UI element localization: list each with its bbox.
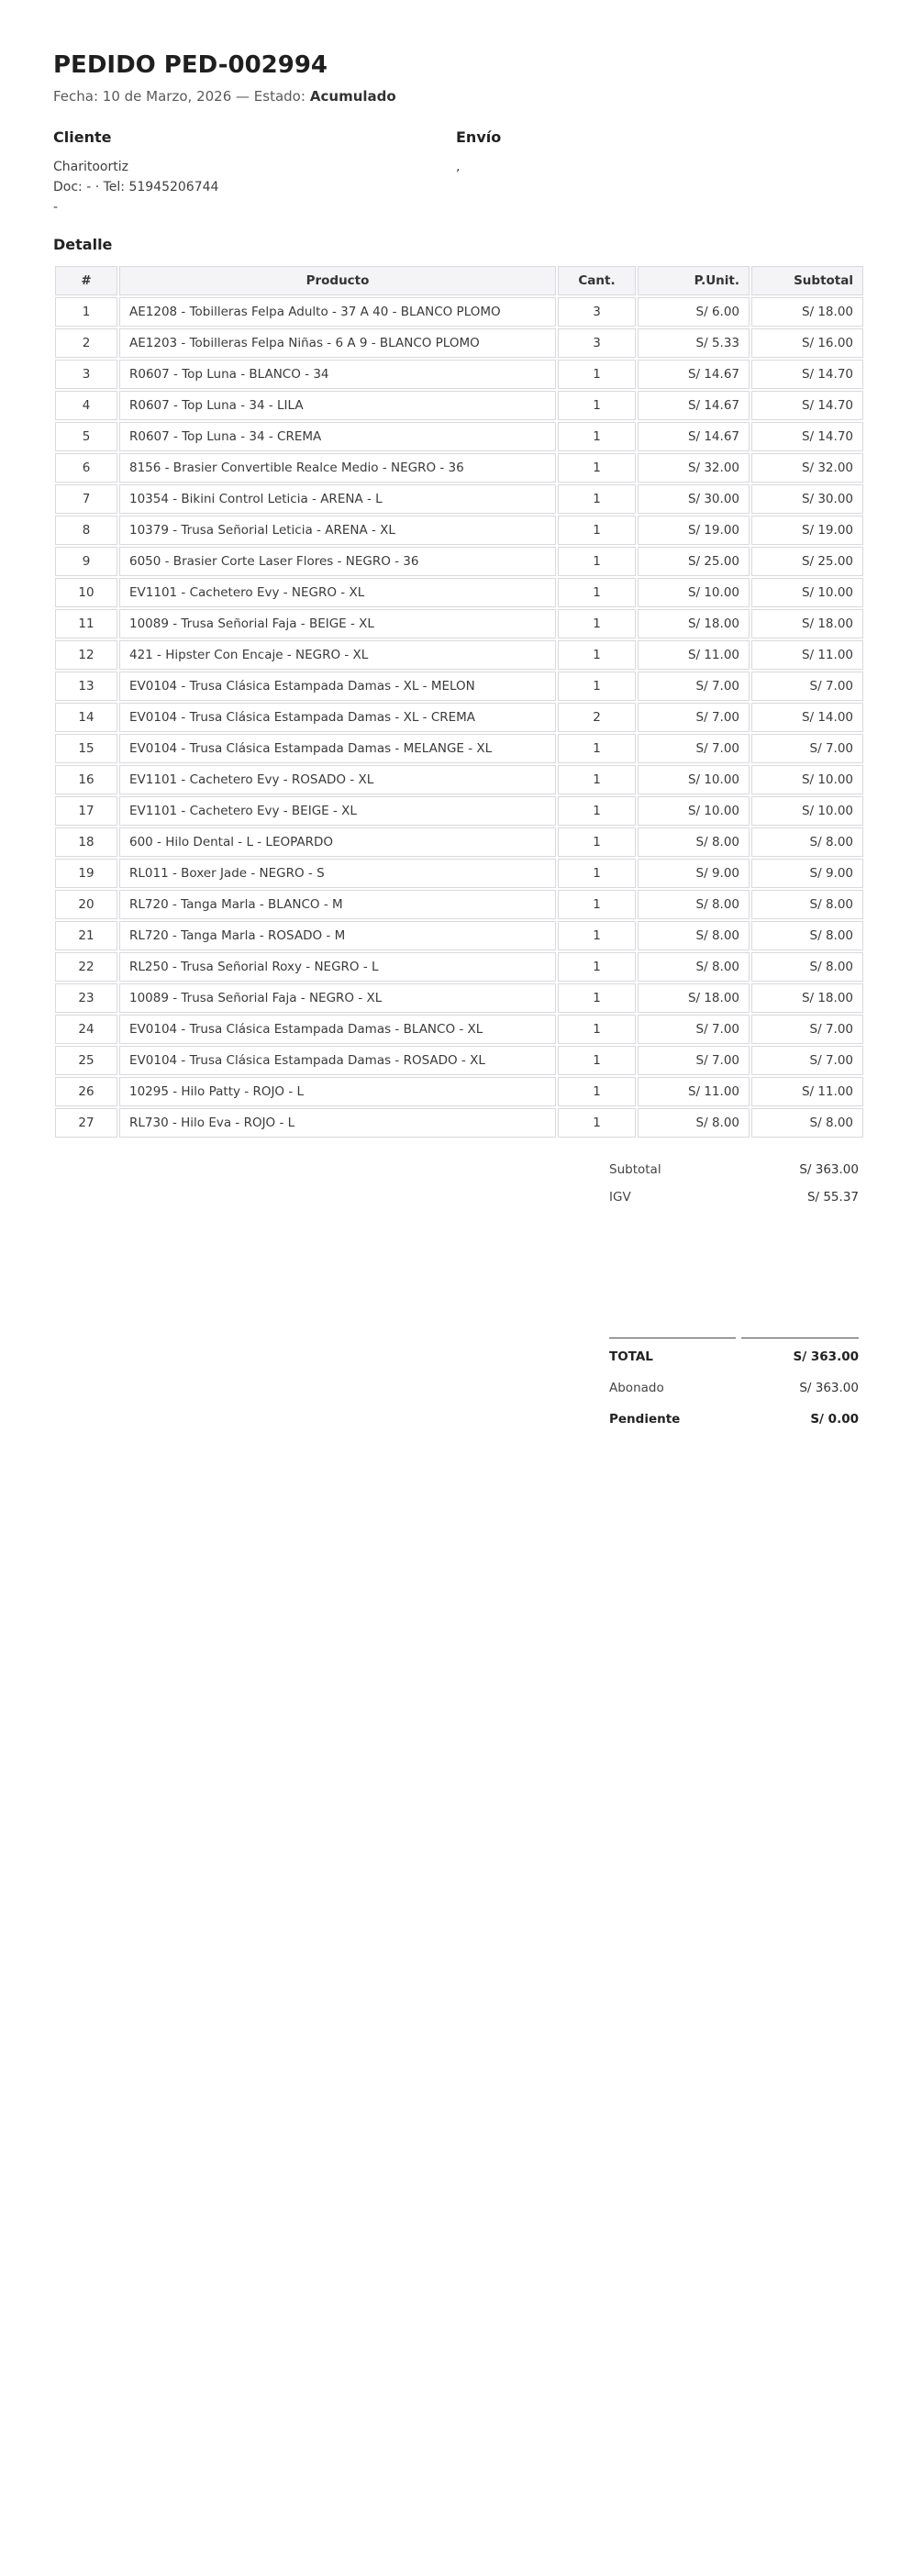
quantity-cell: 1 <box>558 734 636 763</box>
client-heading: Cliente <box>53 128 112 146</box>
shipping-heading: Envío <box>456 128 502 146</box>
table-row <box>55 391 863 420</box>
client-name: Charitoortiz <box>53 160 128 174</box>
row-number-cell: 22 <box>55 952 117 982</box>
row-number-cell: 8 <box>55 516 117 545</box>
quantity-cell: 1 <box>558 921 636 950</box>
unit-price-cell: S/ 14.67 <box>638 360 750 389</box>
row-number-cell: 9 <box>55 547 117 576</box>
unit-price-cell: S/ 32.00 <box>638 453 750 483</box>
table-row <box>55 453 863 483</box>
unit-price-cell: S/ 6.00 <box>638 297 750 327</box>
subtotal-cell: S/ 19.00 <box>751 516 863 545</box>
total-value: S/ 363.00 <box>741 1338 859 1372</box>
subtotal-cell: S/ 10.00 <box>751 578 863 607</box>
table-row <box>55 672 863 701</box>
row-number-cell: 4 <box>55 391 117 420</box>
subtotal-cell: S/ 7.00 <box>751 672 863 701</box>
column-header-product: Producto <box>119 266 556 295</box>
row-number-cell: 18 <box>55 827 117 857</box>
product-cell: R0607 - Top Luna - BLANCO - 34 <box>119 360 556 389</box>
product-cell: AE1203 - Tobilleras Felpa Niñas - 6 A 9 - BLANCO PLOMO <box>119 328 556 358</box>
unit-price-cell: S/ 10.00 <box>638 796 750 826</box>
product-cell: EV0104 - Trusa Clásica Estampada Damas - MELANGE - XL <box>119 734 556 763</box>
quantity-cell: 1 <box>558 796 636 826</box>
product-cell: RL730 - Hilo Eva - ROJO - L <box>119 1108 556 1138</box>
subtotal-cell: S/ 14.70 <box>751 422 863 451</box>
unit-price-cell: S/ 8.00 <box>638 827 750 857</box>
quantity-cell: 1 <box>558 578 636 607</box>
subtotal-cell: S/ 8.00 <box>751 952 863 982</box>
unit-price-cell: S/ 7.00 <box>638 1046 750 1075</box>
product-cell: 10354 - Bikini Control Leticia - ARENA - L <box>119 484 556 514</box>
subtotal-cell: S/ 7.00 <box>751 1015 863 1044</box>
summary-spacer <box>609 1211 859 1338</box>
quantity-cell: 1 <box>558 1046 636 1075</box>
product-cell: RL250 - Trusa Señorial Roxy - NEGRO - L <box>119 952 556 982</box>
product-cell: R0607 - Top Luna - 34 - CREMA <box>119 422 556 451</box>
row-number-cell: 25 <box>55 1046 117 1075</box>
row-number-cell: 7 <box>55 484 117 514</box>
table-row <box>55 422 863 451</box>
unit-price-cell: S/ 25.00 <box>638 547 750 576</box>
product-cell: EV0104 - Trusa Clásica Estampada Damas - ROSADO - XL <box>119 1046 556 1075</box>
pendiente-label: Pendiente <box>609 1412 681 1427</box>
order-meta-text: Fecha: 10 de Marzo, 2026 — Estado: <box>53 88 306 105</box>
detail-heading: Detalle <box>53 236 113 253</box>
subtotal-cell: S/ 32.00 <box>751 453 863 483</box>
quantity-cell: 1 <box>558 360 636 389</box>
subtotal-cell: S/ 9.00 <box>751 859 863 888</box>
subtotal-cell: S/ 8.00 <box>751 921 863 950</box>
page-title: PEDIDO PED-002994 <box>53 51 328 79</box>
unit-price-cell: S/ 8.00 <box>638 1108 750 1138</box>
client-block <box>53 128 456 217</box>
product-cell: RL011 - Boxer Jade - NEGRO - S <box>119 859 556 888</box>
row-number-cell: 1 <box>55 297 117 327</box>
quantity-cell: 2 <box>558 703 636 732</box>
quantity-cell: 1 <box>558 859 636 888</box>
quantity-cell: 1 <box>558 1108 636 1138</box>
unit-price-cell: S/ 18.00 <box>638 983 750 1013</box>
row-number-cell: 11 <box>55 609 117 638</box>
table-row <box>55 484 863 514</box>
table-row <box>55 703 863 732</box>
subtotal-cell: S/ 11.00 <box>751 1077 863 1106</box>
unit-price-cell: S/ 14.67 <box>638 422 750 451</box>
product-cell: EV1101 - Cachetero Evy - BEIGE - XL <box>119 796 556 826</box>
unit-price-cell: S/ 7.00 <box>638 703 750 732</box>
quantity-cell: 1 <box>558 983 636 1013</box>
table-row <box>55 328 863 358</box>
table-row <box>55 890 863 919</box>
unit-price-cell: S/ 7.00 <box>638 1015 750 1044</box>
table-row <box>55 640 863 670</box>
quantity-cell: 1 <box>558 672 636 701</box>
product-cell: 8156 - Brasier Convertible Realce Medio - NEGRO - 36 <box>119 453 556 483</box>
subtotal-cell: S/ 7.00 <box>751 1046 863 1075</box>
row-number-cell: 12 <box>55 640 117 670</box>
unit-price-cell: S/ 14.67 <box>638 391 750 420</box>
table-header <box>55 266 863 295</box>
total-label: TOTAL <box>609 1338 736 1372</box>
quantity-cell: 1 <box>558 422 636 451</box>
product-cell: EV0104 - Trusa Clásica Estampada Damas - XL - MELON <box>119 672 556 701</box>
subtotal-cell: S/ 14.00 <box>751 703 863 732</box>
table-row <box>55 921 863 950</box>
table-body <box>55 297 863 1138</box>
quantity-cell: 1 <box>558 1077 636 1106</box>
row-number-cell: 27 <box>55 1108 117 1138</box>
shipping-block <box>456 128 859 217</box>
product-cell: EV1101 - Cachetero Evy - ROSADO - XL <box>119 765 556 794</box>
row-number-cell: 20 <box>55 890 117 919</box>
row-number-cell: 3 <box>55 360 117 389</box>
product-cell: 10379 - Trusa Señorial Leticia - ARENA - XL <box>119 516 556 545</box>
table-row <box>55 983 863 1013</box>
product-cell: 600 - Hilo Dental - L - LEOPARDO <box>119 827 556 857</box>
quantity-cell: 1 <box>558 547 636 576</box>
row-number-cell: 21 <box>55 921 117 950</box>
quantity-cell: 1 <box>558 391 636 420</box>
summary-section <box>609 1156 859 1435</box>
unit-price-cell: S/ 30.00 <box>638 484 750 514</box>
unit-price-cell: S/ 8.00 <box>638 890 750 919</box>
table-row <box>55 578 863 607</box>
row-number-cell: 23 <box>55 983 117 1013</box>
unit-price-cell: S/ 9.00 <box>638 859 750 888</box>
column-header-subtotal: Subtotal <box>751 266 863 295</box>
product-cell: R0607 - Top Luna - 34 - LILA <box>119 391 556 420</box>
table-row <box>55 1077 863 1106</box>
order-status: Acumulado <box>309 88 396 105</box>
row-number-cell: 24 <box>55 1015 117 1044</box>
row-number-cell: 17 <box>55 796 117 826</box>
unit-price-cell: S/ 19.00 <box>638 516 750 545</box>
row-number-cell: 6 <box>55 453 117 483</box>
product-cell: 10089 - Trusa Señorial Faja - NEGRO - XL <box>119 983 556 1013</box>
subtotal-cell: S/ 25.00 <box>751 547 863 576</box>
unit-price-cell: S/ 10.00 <box>638 765 750 794</box>
pendiente-row <box>609 1404 859 1435</box>
subtotal-cell: S/ 7.00 <box>751 734 863 763</box>
subtotal-cell: S/ 30.00 <box>751 484 863 514</box>
table-row <box>55 360 863 389</box>
row-number-cell: 2 <box>55 328 117 358</box>
product-cell: 421 - Hipster Con Encaje - NEGRO - XL <box>119 640 556 670</box>
product-cell: EV0104 - Trusa Clásica Estampada Damas - XL - CREMA <box>119 703 556 732</box>
pendiente-value: S/ 0.00 <box>810 1412 859 1427</box>
table-row <box>55 859 863 888</box>
table-row <box>55 516 863 545</box>
subtotal-cell: S/ 8.00 <box>751 890 863 919</box>
row-number-cell: 15 <box>55 734 117 763</box>
product-cell: 10089 - Trusa Señorial Faja - BEIGE - XL <box>119 609 556 638</box>
product-cell: AE1208 - Tobilleras Felpa Adulto - 37 A 40 - BLANCO PLOMO <box>119 297 556 327</box>
abonado-row <box>609 1372 859 1404</box>
unit-price-cell: S/ 8.00 <box>638 952 750 982</box>
table-header-row <box>55 266 863 295</box>
quantity-cell: 1 <box>558 640 636 670</box>
shipping-address: , <box>456 160 461 174</box>
row-number-cell: 10 <box>55 578 117 607</box>
summary-subtotal-row <box>609 1156 859 1183</box>
subtotal-value: S/ 363.00 <box>799 1162 859 1177</box>
subtotal-cell: S/ 18.00 <box>751 983 863 1013</box>
quantity-cell: 1 <box>558 453 636 483</box>
row-number-cell: 13 <box>55 672 117 701</box>
table-row <box>55 609 863 638</box>
quantity-cell: 1 <box>558 609 636 638</box>
order-items-table <box>53 264 865 1139</box>
row-number-cell: 16 <box>55 765 117 794</box>
order-meta <box>53 88 859 105</box>
table-row <box>55 1046 863 1075</box>
product-cell: 6050 - Brasier Corte Laser Flores - NEGRO - 36 <box>119 547 556 576</box>
table-row <box>55 1108 863 1138</box>
subtotal-cell: S/ 10.00 <box>751 796 863 826</box>
table-row <box>55 796 863 826</box>
unit-price-cell: S/ 10.00 <box>638 578 750 607</box>
unit-price-cell: S/ 7.00 <box>638 672 750 701</box>
subtotal-cell: S/ 8.00 <box>751 1108 863 1138</box>
subtotal-cell: S/ 14.70 <box>751 360 863 389</box>
row-number-cell: 5 <box>55 422 117 451</box>
row-number-cell: 26 <box>55 1077 117 1106</box>
quantity-cell: 1 <box>558 890 636 919</box>
subtotal-label: Subtotal <box>609 1162 661 1177</box>
product-cell: EV1101 - Cachetero Evy - NEGRO - XL <box>119 578 556 607</box>
product-cell: 10295 - Hilo Patty - ROJO - L <box>119 1077 556 1106</box>
unit-price-cell: S/ 11.00 <box>638 1077 750 1106</box>
table-row <box>55 1015 863 1044</box>
subtotal-cell: S/ 14.70 <box>751 391 863 420</box>
unit-price-cell: S/ 11.00 <box>638 640 750 670</box>
column-header-unit-price: P.Unit. <box>638 266 750 295</box>
unit-price-cell: S/ 5.33 <box>638 328 750 358</box>
table-row <box>55 734 863 763</box>
subtotal-cell: S/ 16.00 <box>751 328 863 358</box>
quantity-cell: 1 <box>558 765 636 794</box>
total-row <box>609 1338 859 1372</box>
summary-igv-row <box>609 1183 859 1211</box>
quantity-cell: 1 <box>558 516 636 545</box>
table-row <box>55 547 863 576</box>
quantity-cell: 1 <box>558 484 636 514</box>
unit-price-cell: S/ 18.00 <box>638 609 750 638</box>
quantity-cell: 1 <box>558 952 636 982</box>
client-extra: - <box>53 200 59 215</box>
subtotal-cell: S/ 18.00 <box>751 297 863 327</box>
product-cell: EV0104 - Trusa Clásica Estampada Damas - BLANCO - XL <box>119 1015 556 1044</box>
subtotal-cell: S/ 8.00 <box>751 827 863 857</box>
column-header-number: # <box>55 266 117 295</box>
subtotal-cell: S/ 18.00 <box>751 609 863 638</box>
quantity-cell: 3 <box>558 328 636 358</box>
table-row <box>55 765 863 794</box>
column-header-quantity: Cant. <box>558 266 636 295</box>
row-number-cell: 19 <box>55 859 117 888</box>
client-doc-tel: Doc: - · Tel: 51945206744 <box>53 180 219 194</box>
quantity-cell: 1 <box>558 1015 636 1044</box>
product-cell: RL720 - Tanga Marla - BLANCO - M <box>119 890 556 919</box>
product-cell: RL720 - Tanga Marla - ROSADO - M <box>119 921 556 950</box>
quantity-cell: 3 <box>558 297 636 327</box>
client-shipping-section <box>53 128 859 217</box>
igv-value: S/ 55.37 <box>806 1190 859 1205</box>
table-row <box>55 952 863 982</box>
table-row <box>55 297 863 327</box>
unit-price-cell: S/ 7.00 <box>638 734 750 763</box>
abonado-value: S/ 363.00 <box>799 1381 859 1395</box>
row-number-cell: 14 <box>55 703 117 732</box>
quantity-cell: 1 <box>558 827 636 857</box>
table-row <box>55 827 863 857</box>
unit-price-cell: S/ 8.00 <box>638 921 750 950</box>
subtotal-cell: S/ 10.00 <box>751 765 863 794</box>
abonado-label: Abonado <box>609 1381 664 1395</box>
subtotal-cell: S/ 11.00 <box>751 640 863 670</box>
igv-label: IGV <box>609 1190 631 1205</box>
